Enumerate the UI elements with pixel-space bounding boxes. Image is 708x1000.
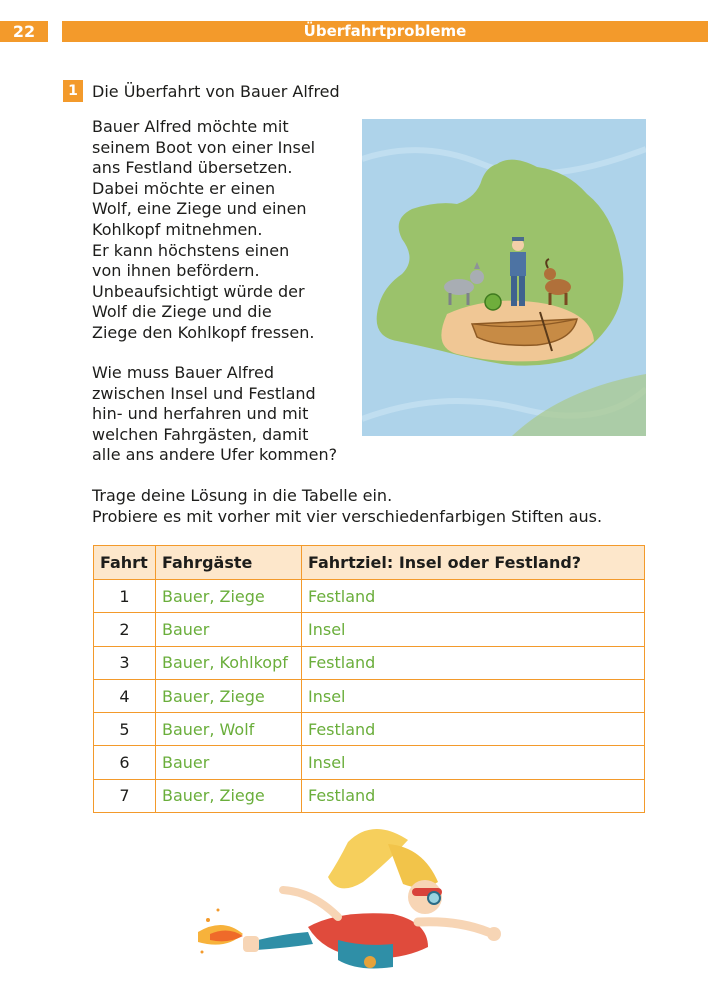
- task-title: Die Überfahrt von Bauer Alfred: [92, 81, 340, 101]
- cell-fahrgaeste: Bauer: [156, 613, 302, 646]
- cell-fahrgaeste: Bauer, Kohlkopf: [156, 646, 302, 679]
- task-number-badge: 1: [63, 80, 83, 102]
- text-line: Bauer Alfred möchte mit: [92, 117, 289, 136]
- header-fahrtziel: Fahrtziel: Insel oder Festland?: [302, 546, 645, 580]
- text-line: von ihnen befördern.: [92, 261, 260, 281]
- cell-fahrt: 3: [94, 646, 156, 679]
- page-number: 22: [0, 21, 48, 42]
- text-line: Kohlkopf mitnehmen.: [92, 219, 263, 239]
- text-line: Unbeaufsichtigt würde der: [92, 281, 305, 301]
- table-row: [94, 580, 645, 613]
- cell-fahrt: 1: [94, 580, 156, 613]
- cabbage-figure: [485, 294, 501, 310]
- cell-fahrt: 5: [94, 713, 156, 746]
- cell-fahrtziel: Festland: [302, 713, 645, 746]
- table-row: [94, 713, 645, 746]
- text-line: welchen Fahrgästen, damit: [92, 424, 309, 444]
- text-line: Wie muss Bauer Alfred: [92, 363, 275, 382]
- text-line: seinem Boot von einer Insel: [92, 137, 316, 157]
- text-line: Dabei möchte er einen: [92, 178, 276, 198]
- page-title: Überfahrtprobleme: [62, 21, 708, 42]
- text-line: Ziege den Kohlkopf fressen.: [92, 322, 315, 342]
- task-description: [92, 117, 354, 344]
- table-row: [94, 779, 645, 812]
- cell-fahrtziel: Insel: [302, 679, 645, 712]
- cell-fahrtziel: Insel: [302, 613, 645, 646]
- cell-fahrgaeste: Bauer: [156, 746, 302, 779]
- cell-fahrt: 6: [94, 746, 156, 779]
- flying-girl-illustration: [188, 822, 528, 997]
- text-line: Er kann höchstens einen: [92, 240, 290, 260]
- text-line: alle ans andere Ufer kommen?: [92, 445, 338, 465]
- table-header-row: [94, 546, 645, 580]
- text-line: Probiere es mit vorher mit vier verschiedenfarbigen Stiften aus.: [92, 506, 603, 526]
- header-fahrt: Fahrt: [94, 546, 156, 580]
- task-instruction: [92, 486, 652, 527]
- cell-fahrtziel: Festland: [302, 646, 645, 679]
- rocket-flame-icon: [198, 909, 243, 954]
- island-illustration: [362, 119, 646, 436]
- solution-table: [93, 545, 645, 813]
- cell-fahrgaeste: Bauer, Ziege: [156, 580, 302, 613]
- cell-fahrgaeste: Bauer, Ziege: [156, 679, 302, 712]
- cell-fahrtziel: Festland: [302, 580, 645, 613]
- cell-fahrgaeste: Bauer, Ziege: [156, 779, 302, 812]
- cell-fahrt: 7: [94, 779, 156, 812]
- text-line: hin- und herfahren und mit: [92, 404, 309, 424]
- cell-fahrt: 2: [94, 613, 156, 646]
- table-row: [94, 613, 645, 646]
- header-fahrgaeste: Fahrgäste: [156, 546, 302, 580]
- task-heading: [63, 80, 340, 102]
- cell-fahrt: 4: [94, 679, 156, 712]
- cell-fahrtziel: Insel: [302, 746, 645, 779]
- text-line: Trage deine Lösung in die Tabelle ein.: [92, 486, 393, 505]
- text-line: ans Festland übersetzen.: [92, 158, 293, 178]
- cell-fahrtziel: Festland: [302, 779, 645, 812]
- text-line: zwischen Insel und Festland: [92, 383, 316, 403]
- table-row: [94, 746, 645, 779]
- text-line: Wolf, eine Ziege und einen: [92, 199, 307, 219]
- table-row: [94, 679, 645, 712]
- table-row: [94, 646, 645, 679]
- cell-fahrgaeste: Bauer, Wolf: [156, 713, 302, 746]
- text-line: Wolf die Ziege und die: [92, 302, 272, 322]
- task-question: [92, 363, 362, 466]
